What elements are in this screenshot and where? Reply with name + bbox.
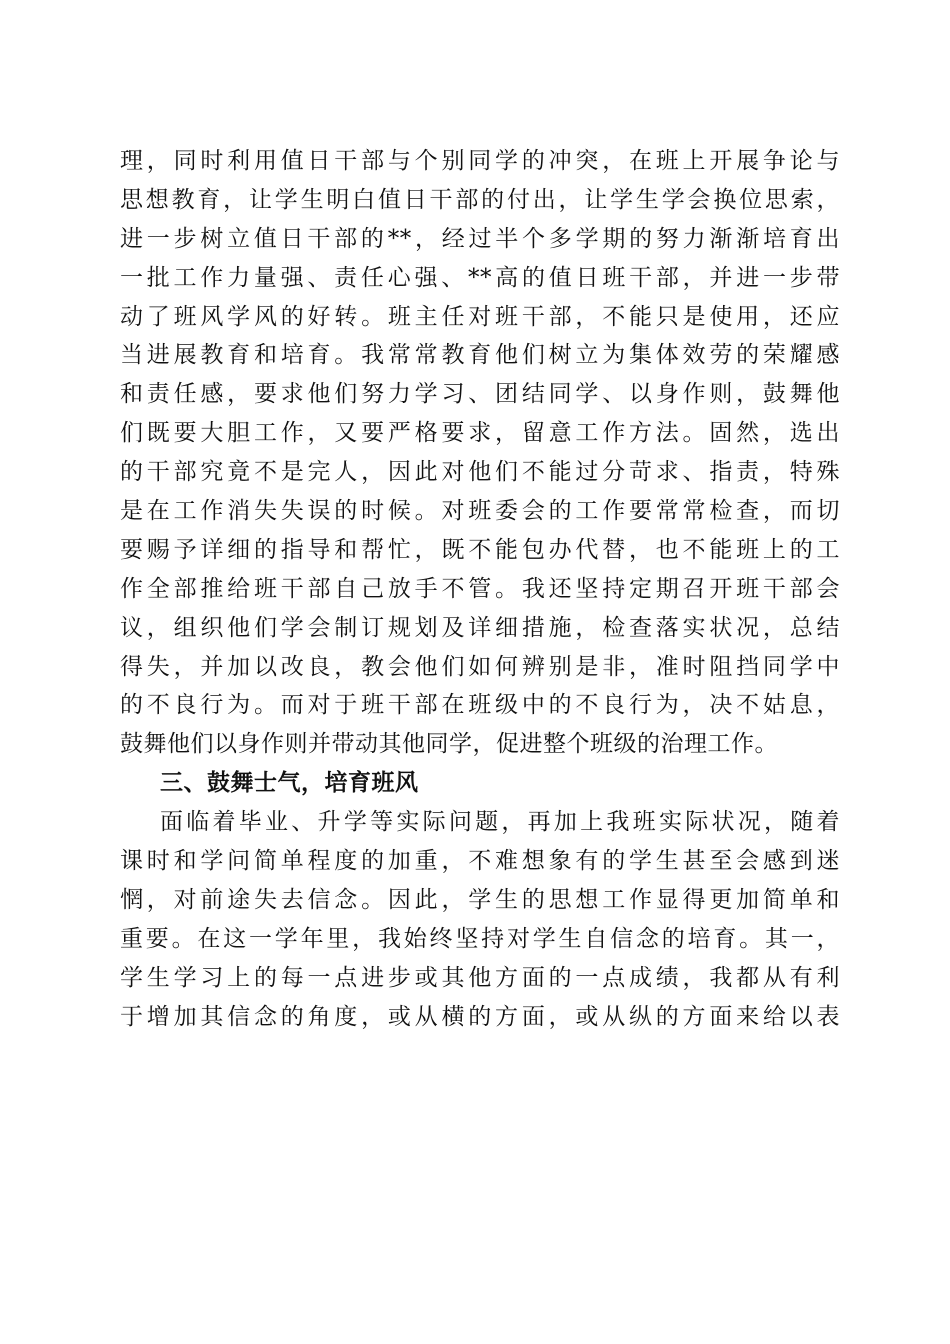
text-line: 惘，对前途失去信念。因此，学生的思想工作显得更加简单和 bbox=[120, 886, 840, 913]
text-line: 学生学习上的每一点进步或其他方面的一点成绩，我都从有利 bbox=[120, 964, 840, 991]
text-line: 重要。在这一学年里，我始终坚持对学生自信念的培育。其一， bbox=[120, 925, 840, 952]
text-line: 是在工作消失失误的时候。对班委会的工作要常常检查，而切 bbox=[120, 498, 840, 525]
text-line: 们既要大胆工作，又要严格要求，留意工作方法。固然，选出 bbox=[120, 420, 840, 447]
body-text bbox=[120, 142, 840, 1036]
section-heading: 三、鼓舞士气，培育班风 bbox=[160, 770, 419, 797]
text-line: 一批工作力量强、责任心强、**高的值日班干部，并进一步带 bbox=[120, 264, 840, 291]
text-line: 作全部推给班干部自己放手不管。我还坚持定期召开班干部会 bbox=[120, 575, 840, 602]
text-line: 于增加其信念的角度，或从横的方面，或从纵的方面来给以表 bbox=[120, 1003, 840, 1030]
text-line: 动了班风学风的好转。班主任对班干部，不能只是使用，还应 bbox=[120, 303, 840, 330]
text-line: 鼓舞他们以身作则并带动其他同学，促进整个班级的治理工作。 bbox=[120, 731, 778, 758]
text-line: 和责任感，要求他们努力学习、团结同学、以身作则，鼓舞他 bbox=[120, 381, 840, 408]
text-line: 面临着毕业、升学等实际问题，再加上我班实际状况，随着 bbox=[160, 809, 840, 836]
text-line: 进一步树立值日干部的**，经过半个多学期的努力渐渐培育出 bbox=[120, 225, 840, 252]
text-line: 当进展教育和培育。我常常教育他们树立为集体效劳的荣耀感 bbox=[120, 342, 840, 369]
text-line: 理，同时利用值日干部与个别同学的冲突，在班上开展争论与 bbox=[120, 148, 840, 174]
text-line: 课时和学问简单程度的加重，不难想象有的学生甚至会感到迷 bbox=[120, 848, 840, 875]
text-line: 得失，并加以改良，教会他们如何辨别是非，准时阻挡同学中 bbox=[120, 653, 840, 680]
text-line: 的干部究竟不是完人，因此对他们不能过分苛求、指责，特殊 bbox=[120, 459, 840, 486]
text-line: 的不良行为。而对于班干部在班级中的不良行为，决不姑息， bbox=[120, 692, 840, 719]
text-line: 议，组织他们学会制订规划及详细措施，检查落实状况，总结 bbox=[120, 614, 840, 641]
text-line: 思想教育，让学生明白值日干部的付出，让学生学会换位思索， bbox=[120, 186, 840, 213]
text-line: 要赐予详细的指导和帮忙，既不能包办代替，也不能班上的工 bbox=[120, 536, 840, 563]
